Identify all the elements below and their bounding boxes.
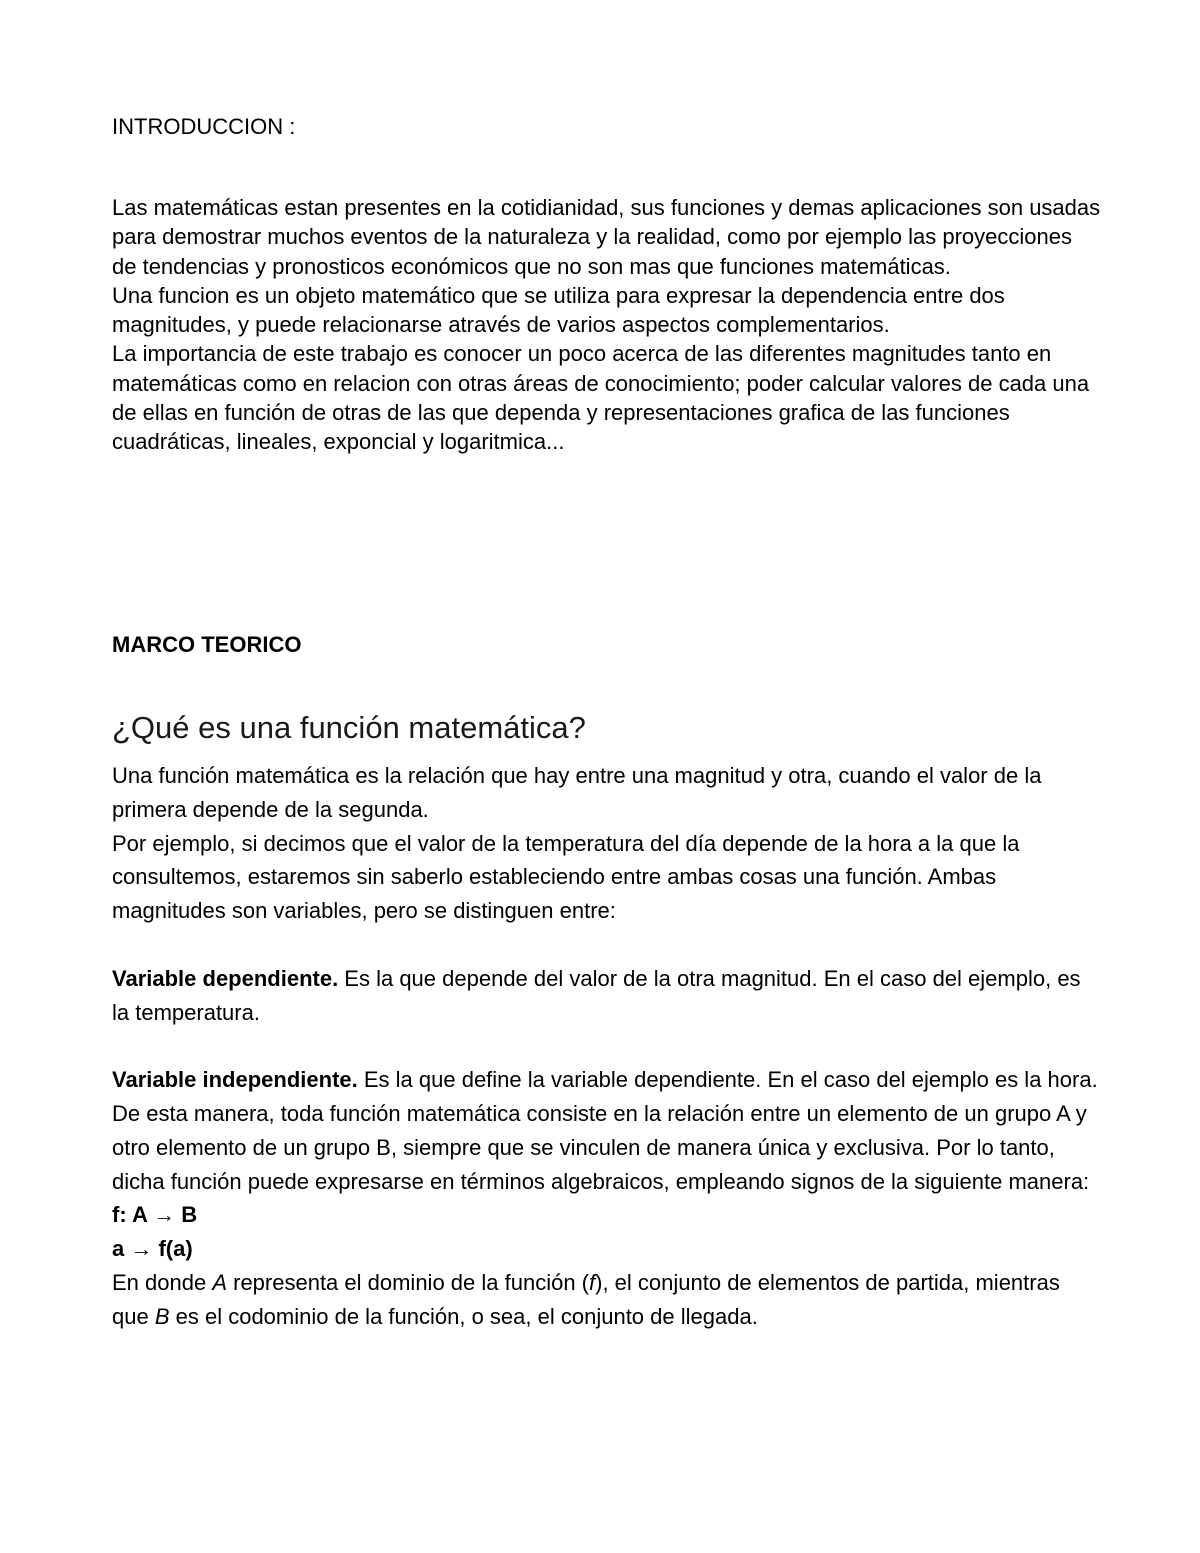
domain-text-2: representa el dominio de la función ( xyxy=(227,1269,589,1295)
domain-text-4: es el codominio de la función, o sea, el conjunto de llegada. xyxy=(169,1303,758,1329)
independent-variable-term: Variable independiente. xyxy=(112,1067,358,1093)
spacer xyxy=(112,928,1102,962)
relation-paragraph: De esta manera, toda función matemática consiste en la relación entre un elemento de un grupo A y otro elemento de un grupo B, siempre que se vinculen de manera única y exclusiva. Por lo tanto, dicha función puede expresarse en términos algebraicos, empleando signos de la siguiente manera: xyxy=(112,1100,1090,1194)
question-heading: ¿Qué es una función matemática? xyxy=(112,710,586,745)
formula-mapping: f: A → B xyxy=(112,1202,198,1228)
example-paragraph: Por ejemplo, si decimos que el valor de la temperatura del día depende de la hora a la que la consultemos, estaremos sin saberlo estableciendo entre ambas cosas una función. Ambas magnitudes son variables, pero se distinguen entre: xyxy=(112,830,1020,924)
domain-text-3: ), el conjunto de elementos de partida, mientras que xyxy=(112,1269,1060,1329)
intro-body xyxy=(112,193,1102,457)
marco-teorico-heading: MARCO TEORICO xyxy=(112,632,302,657)
domain-var-b: B xyxy=(154,1303,170,1329)
domain-var-f: f xyxy=(589,1269,596,1295)
formula-element: a → f(a) xyxy=(112,1236,193,1262)
intro-heading: INTRODUCCION : xyxy=(112,114,296,139)
intro-paragraph-1: Las matemáticas estan presentes en la cotidianidad, sus funciones y demas aplicaciones son usadas para demostrar muchos eventos de la naturaleza y la realidad, como por ejemplo las proyecciones de tendencias y pronosticos económicos que no son mas que funciones matemáticas. xyxy=(112,195,1101,279)
definition-paragraph: Una función matemática es la relación que hay entre una magnitud y otra, cuando el valor de la primera depende de la segunda. xyxy=(112,763,1042,822)
domain-var-a: A xyxy=(212,1269,227,1295)
dependent-variable-text: Es la que depende del valor de la otra magnitud. En el caso del ejemplo, es la temperatura. xyxy=(112,965,1081,1025)
intro-paragraph-2: Una funcion es un objeto matemático que se utiliza para expresar la dependencia entre dos magnitudes, y puede relacionarse através de varios aspectos complementarios. xyxy=(112,282,1005,338)
spacer xyxy=(112,1029,1102,1063)
dependent-variable-term: Variable dependiente. xyxy=(112,965,339,991)
marco-body xyxy=(112,759,1102,1334)
intro-paragraph-3: La importancia de este trabajo es conocer un poco acerca de las diferentes magnitudes tanto en matemáticas como en relacion con otras áreas de conocimiento; poder calcular valores de cada una de ellas en función de otras de las que dependa y representaciones grafica de las funciones cuadráticas, lineales, exponcial y logaritmica... xyxy=(112,341,1090,455)
domain-text-1: En donde xyxy=(112,1269,213,1295)
dependent-variable-paragraph xyxy=(112,962,1102,1030)
domain-paragraph xyxy=(112,1266,1102,1334)
independent-variable-text: Es la que define la variable dependiente. En el caso del ejemplo es la hora. xyxy=(357,1067,1098,1093)
independent-variable-paragraph xyxy=(112,1063,1102,1097)
